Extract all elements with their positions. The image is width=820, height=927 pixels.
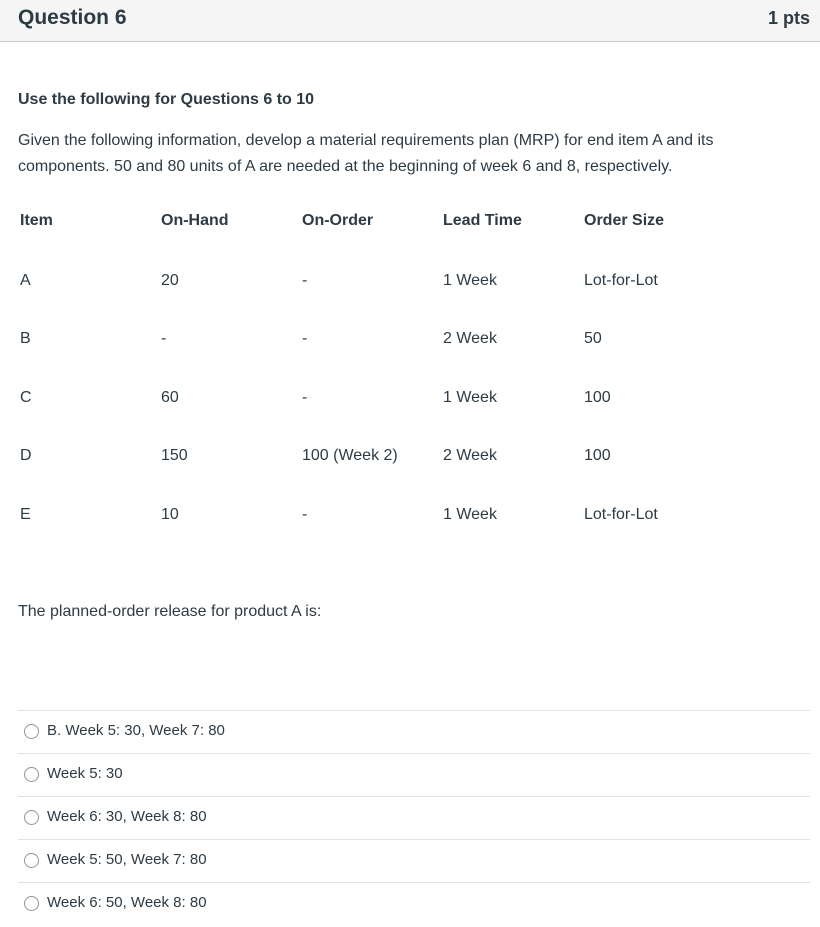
radio-icon[interactable]	[24, 724, 39, 739]
question-header	[0, 0, 820, 42]
cell-lead-time: 1 Week	[443, 506, 497, 523]
cell-order-size: 100	[584, 447, 611, 464]
radio-icon[interactable]	[24, 896, 39, 911]
header-lead-time: Lead Time	[443, 212, 522, 229]
question-points: 1 pts	[767, 8, 810, 28]
intro-heading: Use the following for Questions 6 to 10	[18, 91, 315, 108]
answer-option[interactable]	[18, 796, 810, 839]
header-item: Item	[20, 212, 53, 229]
table-row	[0, 506, 820, 536]
cell-lead-time: 2 Week	[443, 447, 497, 464]
cell-item: C	[20, 389, 32, 406]
cell-on-order: -	[302, 506, 308, 523]
intro-text: Given the following information, develop a material requirements plan (MRP) for end item A and its components. 50 and 80 units of A are needed at the beginning of week 6 and 8, respectively.	[18, 132, 714, 175]
question-prompt: The planned-order release for product A is:	[18, 603, 322, 620]
answer-option[interactable]	[18, 839, 810, 882]
cell-order-size: Lot-for-Lot	[584, 272, 658, 289]
header-order-size: Order Size	[584, 212, 665, 229]
cell-on-hand: 10	[161, 506, 179, 523]
cell-item: A	[20, 272, 31, 289]
cell-on-hand: 150	[161, 447, 188, 464]
table-row	[0, 447, 820, 477]
radio-icon[interactable]	[24, 853, 39, 868]
cell-on-hand: 60	[161, 389, 179, 406]
cell-item: D	[20, 447, 32, 464]
cell-on-hand: -	[161, 330, 167, 347]
answer-label[interactable]: B. Week 5: 30, Week 7: 80	[47, 722, 225, 739]
answer-option[interactable]	[18, 882, 810, 925]
cell-order-size: Lot-for-Lot	[584, 506, 658, 523]
cell-lead-time: 2 Week	[443, 330, 497, 347]
cell-on-order: -	[302, 330, 308, 347]
answer-option[interactable]	[18, 753, 810, 796]
answer-option[interactable]	[18, 710, 810, 753]
answer-label[interactable]: Week 6: 30, Week 8: 80	[47, 808, 207, 825]
table-row	[0, 272, 820, 302]
cell-item: E	[20, 506, 31, 523]
cell-on-hand: 20	[161, 272, 179, 289]
radio-icon[interactable]	[24, 767, 39, 782]
answer-label[interactable]: Week 5: 50, Week 7: 80	[47, 851, 207, 868]
cell-order-size: 100	[584, 389, 611, 406]
table-row	[0, 330, 820, 360]
cell-lead-time: 1 Week	[443, 389, 497, 406]
answer-label[interactable]: Week 5: 30	[47, 765, 123, 782]
header-on-order: On-Order	[302, 212, 374, 229]
header-on-hand: On-Hand	[161, 212, 229, 229]
cell-on-order: -	[302, 272, 308, 289]
radio-icon[interactable]	[24, 810, 39, 825]
cell-on-order: 100 (Week 2)	[302, 447, 398, 464]
question-title: Question 6	[18, 6, 127, 29]
cell-order-size: 50	[584, 330, 602, 347]
table-row	[0, 389, 820, 419]
cell-lead-time: 1 Week	[443, 272, 497, 289]
table-header-row	[0, 212, 820, 242]
answer-label[interactable]: Week 6: 50, Week 8: 80	[47, 894, 207, 911]
cell-on-order: -	[302, 389, 308, 406]
cell-item: B	[20, 330, 31, 347]
